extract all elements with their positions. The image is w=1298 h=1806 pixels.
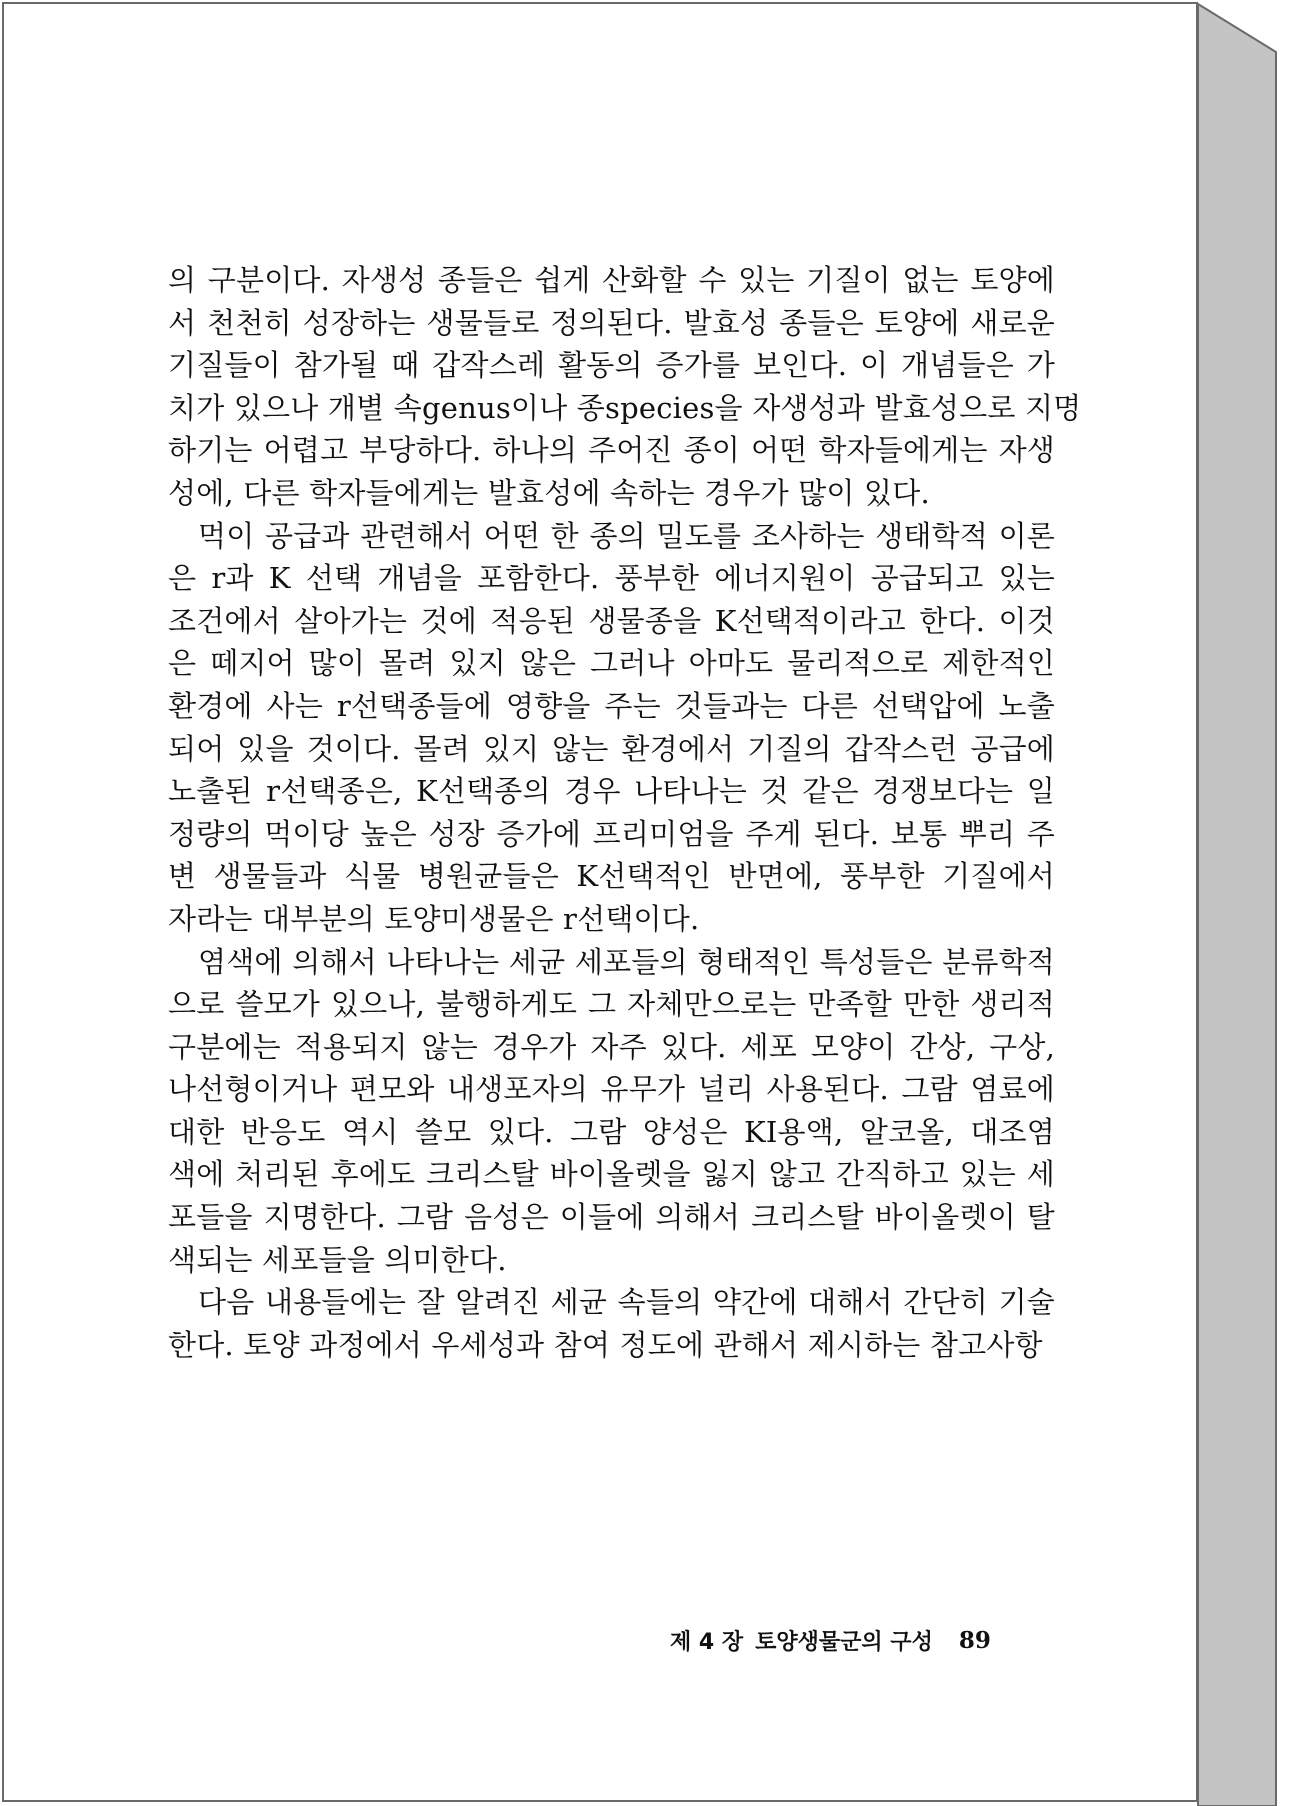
text-line: 먹이 공급과 관련해서 어떤 한 종의 밀도를 조사하는 생태학적 이론 — [198, 518, 1055, 553]
chapter-number: 제 4 장 — [670, 1629, 744, 1655]
text-line: 정량의 먹이당 높은 성장 증가에 프리미엄을 주게 된다. 보통 뿌리 주 — [168, 816, 1055, 851]
text-line: 기질들이 참가될 때 갑작스레 활동의 증가를 보인다. 이 개념들은 가 — [168, 348, 1055, 383]
text-line: 되어 있을 것이다. 몰려 있지 않는 환경에서 기질의 갑작스런 공급에 — [168, 731, 1055, 766]
body-text — [168, 259, 1082, 1366]
text-line: 구분에는 적용되지 않는 경우가 자주 있다. 세포 모양이 간상, 구상, — [168, 1029, 1055, 1064]
text-line: 대한 반응도 역시 쓸모 있다. 그람 양성은 KI용액, 알코올, 대조염 — [168, 1114, 1055, 1149]
text-line: 포들을 지명한다. 그람 음성은 이들에 의해서 크리스탈 바이올렛이 탈 — [168, 1200, 1055, 1235]
text-line: 색되는 세포들을 의미한다. — [168, 1242, 507, 1277]
text-line: 서 천천히 성장하는 생물들로 정의된다. 발효성 종들은 토양에 새로운 — [168, 305, 1055, 340]
text-line: 은 떼지어 많이 몰려 있지 않은 그러나 아마도 물리적으로 제한적인 — [168, 646, 1055, 681]
text-line: 으로 쓸모가 있으나, 불행하게도 그 자체만으로는 만족할 만한 생리적 — [168, 987, 1055, 1022]
text-line: 하기는 어렵고 부당하다. 하나의 주어진 종이 어떤 학자들에게는 자생 — [168, 433, 1055, 468]
text-line: 자라는 대부분의 토양미생물은 r선택이다. — [168, 901, 700, 936]
text-line: 색에 처리된 후에도 크리스탈 바이올렛을 잃지 않고 간직하고 있는 세 — [168, 1157, 1055, 1192]
chapter-title: 토양생물군의 구성 — [755, 1629, 933, 1655]
paragraph — [168, 515, 1055, 941]
text-line: 조건에서 살아가는 것에 적응된 생물종을 K선택적이라고 한다. 이것 — [168, 603, 1055, 638]
text-line: 한다. 토양 과정에서 우세성과 참여 정도에 관해서 제시하는 참고사항 — [168, 1327, 1043, 1362]
text-line: 의 구분이다. 자생성 종들은 쉽게 산화할 수 있는 기질이 없는 토양에 — [168, 263, 1055, 297]
paragraph — [168, 1281, 1055, 1366]
paragraph — [168, 259, 1082, 515]
page-number: 89 — [958, 1626, 991, 1654]
text-line: 성에, 다른 학자들에게는 발효성에 속하는 경우가 많이 있다. — [168, 475, 930, 510]
text-line: 다음 내용들에는 잘 알려진 세균 속들의 약간에 대해서 간단히 기술 — [198, 1285, 1055, 1320]
text-line: 나선형이거나 편모와 내생포자의 유무가 널리 사용된다. 그람 염료에 — [168, 1072, 1055, 1107]
text-line: 변 생물들과 식물 병원균들은 K선택적인 반면에, 풍부한 기질에서 — [168, 859, 1055, 894]
running-footer — [670, 1620, 1060, 1660]
text-line: 환경에 사는 r선택종들에 영향을 주는 것들과는 다른 선택압에 노출 — [168, 688, 1055, 723]
text-line: 노출된 r선택종은, K선택종의 경우 나타나는 것 같은 경쟁보다는 일 — [168, 774, 1055, 809]
text-line: 염색에 의해서 나타나는 세균 세포들의 형태적인 특성들은 분류학적 — [198, 944, 1055, 979]
text-line: 치가 있으나 개별 속genus이나 종species을 자생성과 발효성으로 지명 — [168, 390, 1082, 425]
text-line: 은 r과 K 선택 개념을 포함한다. 풍부한 에너지원이 공급되고 있는 — [168, 561, 1055, 596]
paragraph — [168, 941, 1055, 1282]
